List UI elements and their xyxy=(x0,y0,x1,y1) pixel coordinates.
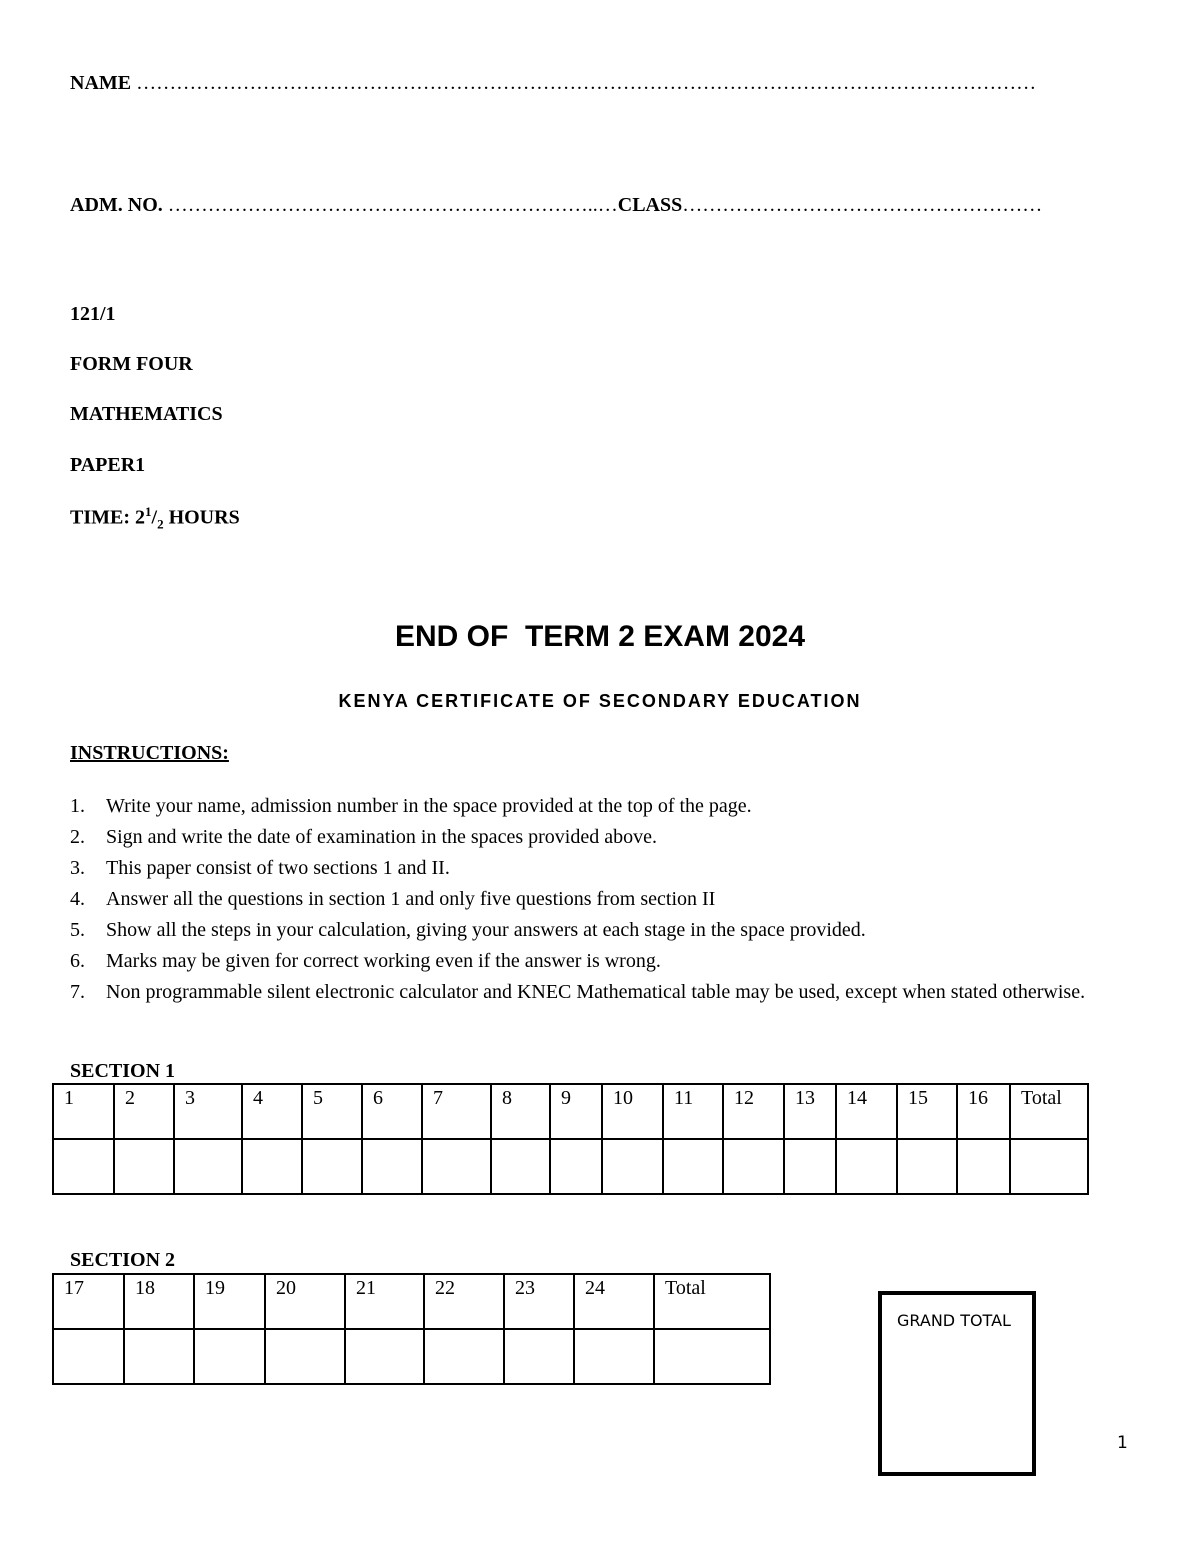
section1-question-cell: 11 xyxy=(663,1084,723,1139)
name-field[interactable] xyxy=(70,72,1036,95)
instruction-number: 7. xyxy=(70,981,85,1003)
class-label: CLASS xyxy=(617,194,683,216)
section1-score-cell[interactable] xyxy=(302,1139,362,1194)
section2-question-cell: 20 xyxy=(265,1274,345,1329)
paper-code: 121/1 xyxy=(70,303,116,325)
section2-total-score-cell[interactable] xyxy=(654,1329,770,1384)
section1-score-cell[interactable] xyxy=(723,1139,784,1194)
exam-time xyxy=(70,504,240,533)
grand-total-label: GRAND TOTAL xyxy=(897,1311,1011,1330)
section1-question-cell: 9 xyxy=(550,1084,602,1139)
grand-total-box[interactable] xyxy=(878,1291,1036,1476)
section1-score-row xyxy=(53,1139,1088,1194)
section1-question-cell: 4 xyxy=(242,1084,302,1139)
time-unit: HOURS xyxy=(163,506,240,529)
section2-header-row xyxy=(53,1274,770,1329)
exam-subtitle: KENYA CERTIFICATE OF SECONDARY EDUCATION xyxy=(338,691,862,711)
section1-score-cell[interactable] xyxy=(784,1139,836,1194)
instruction-text: Write your name, admission number in the space provided at the top of the page. xyxy=(106,795,752,817)
subject: MATHEMATICS xyxy=(70,403,223,425)
section2-score-cell[interactable] xyxy=(345,1329,424,1384)
instruction-item xyxy=(70,977,1130,1008)
name-label: NAME xyxy=(70,72,132,94)
section1-score-cell[interactable] xyxy=(362,1139,422,1194)
section2-score-cell[interactable] xyxy=(194,1329,265,1384)
instruction-text: Marks may be given for correct working even if the answer is wrong. xyxy=(106,950,661,972)
section2-question-cell: 17 xyxy=(53,1274,124,1329)
section1-question-cell: 8 xyxy=(491,1084,550,1139)
form-level: FORM FOUR xyxy=(70,353,193,375)
adm-class-field[interactable] xyxy=(70,194,1042,217)
instruction-text: Answer all the questions in section 1 and only five questions from section II xyxy=(106,888,716,910)
section1-total-score-cell[interactable] xyxy=(1010,1139,1088,1194)
section1-header-row xyxy=(53,1084,1088,1139)
section2-label: SECTION 2 xyxy=(70,1249,176,1271)
section1-score-cell[interactable] xyxy=(242,1139,302,1194)
exam-title: END OF TERM 2 EXAM 2024 xyxy=(394,620,806,653)
instruction-item xyxy=(70,884,1130,915)
section2-score-cell[interactable] xyxy=(504,1329,574,1384)
section1-score-cell[interactable] xyxy=(174,1139,242,1194)
section1-score-cell[interactable] xyxy=(897,1139,957,1194)
section2-score-cell[interactable] xyxy=(574,1329,654,1384)
section1-score-cell[interactable] xyxy=(53,1139,114,1194)
section1-question-cell: 14 xyxy=(836,1084,897,1139)
section1-question-cell: 1 xyxy=(53,1084,114,1139)
time-fraction-numerator: 1 xyxy=(145,504,152,519)
section1-score-cell[interactable] xyxy=(663,1139,723,1194)
section1-question-cell: 5 xyxy=(302,1084,362,1139)
section1-score-cell[interactable] xyxy=(114,1139,174,1194)
section2-score-cell[interactable] xyxy=(424,1329,504,1384)
instruction-item xyxy=(70,946,1130,977)
instruction-text: Sign and write the date of examination in the spaces provided above. xyxy=(106,826,657,848)
instruction-text: Non programmable silent electronic calculator and KNEC Mathematical table may be used, except when stated otherwise. xyxy=(106,981,1086,1003)
instruction-number: 6. xyxy=(70,950,85,972)
instruction-item xyxy=(70,915,1130,946)
instruction-item xyxy=(70,822,1130,853)
time-fraction-denominator: 2 xyxy=(157,516,164,532)
instruction-number: 2. xyxy=(70,826,85,848)
section1-question-cell: 13 xyxy=(784,1084,836,1139)
section1-question-cell: 7 xyxy=(422,1084,491,1139)
time-fraction-slash: / xyxy=(151,506,158,529)
section1-score-table xyxy=(52,1083,1089,1195)
instructions-list xyxy=(70,791,1130,1008)
section2-score-cell[interactable] xyxy=(53,1329,124,1384)
section1-question-cell: 6 xyxy=(362,1084,422,1139)
adm-label: ADM. NO. xyxy=(70,194,163,216)
section1-question-cell: 16 xyxy=(957,1084,1010,1139)
section2-score-cell[interactable] xyxy=(124,1329,194,1384)
instructions-heading: INSTRUCTIONS: xyxy=(70,742,229,764)
section1-score-cell[interactable] xyxy=(957,1139,1010,1194)
section1-score-cell[interactable] xyxy=(550,1139,602,1194)
section1-question-cell: 12 xyxy=(723,1084,784,1139)
section2-question-cell: 19 xyxy=(194,1274,265,1329)
instruction-number: 1. xyxy=(70,795,85,817)
section1-score-cell[interactable] xyxy=(836,1139,897,1194)
time-label: TIME: 2 xyxy=(70,506,145,529)
adm-dots: ………………………………………………………..… xyxy=(167,194,618,216)
class-dots: ……………………………………………… xyxy=(682,194,1043,216)
instruction-item xyxy=(70,853,1130,884)
section1-score-cell[interactable] xyxy=(602,1139,663,1194)
section2-score-cell[interactable] xyxy=(265,1329,345,1384)
section1-question-cell: 2 xyxy=(114,1084,174,1139)
instruction-text: Show all the steps in your calculation, giving your answers at each stage in the space provided. xyxy=(106,919,866,941)
instruction-text: This paper consist of two sections 1 and II. xyxy=(106,857,450,879)
section2-question-cell: 21 xyxy=(345,1274,424,1329)
section2-score-table xyxy=(52,1273,771,1385)
page-number: 1 xyxy=(1117,1433,1128,1453)
instruction-number: 5. xyxy=(70,919,85,941)
instruction-number: 3. xyxy=(70,857,85,879)
section1-question-cell: 10 xyxy=(602,1084,663,1139)
section2-question-cell: 23 xyxy=(504,1274,574,1329)
instruction-number: 4. xyxy=(70,888,85,910)
name-dots: ……………………………………………………………………………………………………………………… xyxy=(136,72,1037,94)
section1-score-cell[interactable] xyxy=(491,1139,550,1194)
section2-total-cell: Total xyxy=(654,1274,770,1329)
section2-score-row xyxy=(53,1329,770,1384)
section1-question-cell: 3 xyxy=(174,1084,242,1139)
instruction-item xyxy=(70,791,1130,822)
section1-label: SECTION 1 xyxy=(70,1060,176,1082)
section1-question-cell: 15 xyxy=(897,1084,957,1139)
paper-number: PAPER1 xyxy=(70,454,146,476)
section2-question-cell: 22 xyxy=(424,1274,504,1329)
section2-question-cell: 18 xyxy=(124,1274,194,1329)
section1-score-cell[interactable] xyxy=(422,1139,491,1194)
section1-total-cell: Total xyxy=(1010,1084,1088,1139)
section2-question-cell: 24 xyxy=(574,1274,654,1329)
